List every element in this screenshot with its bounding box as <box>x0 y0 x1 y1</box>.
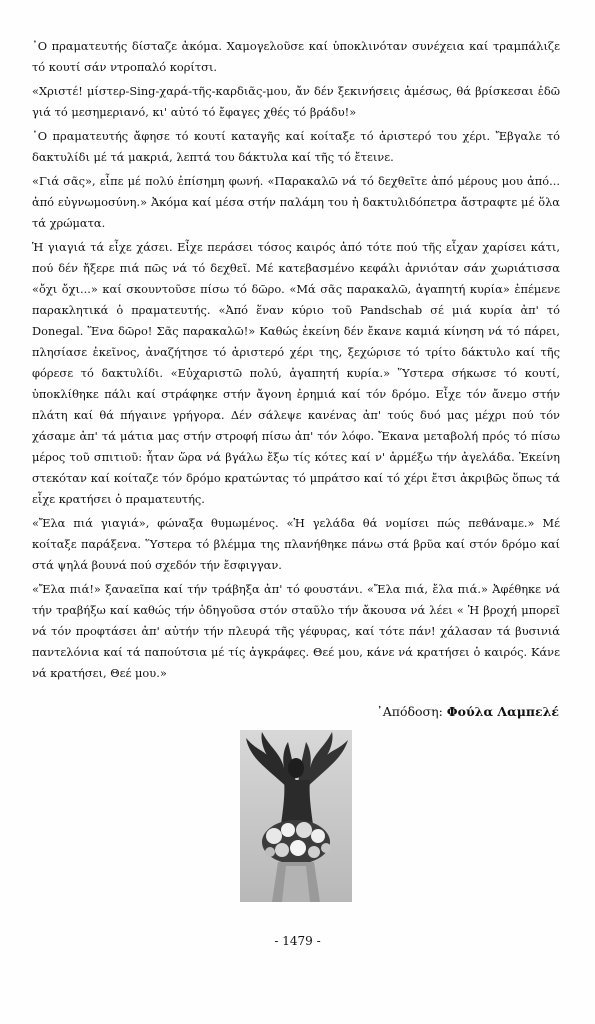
paragraph: «Γιά σᾶς», εἶπε μέ πολύ ἐπίσημη φωνή. «Παρακαλῶ νά τό δεχθεῖτε ἀπό μέρους μου ἀπό... ἀπό εὐγνωμοσύνη.» Ἀκόμα καί μέσα στήν παλάμη του ἡ δακτυλιδόπετρα ἄστραφτε μέ ὅλα τά χρώματα. <box>32 174 560 230</box>
paragraph: Ἡ γιαγιά τά εἶχε χάσει. Εἶχε περάσει τόσος καιρός ἀπό τότε πού τῆς εἶχαν χαρίσει κάτι, πού δέν ἤξερε πιά πῶς νά τό δεχθεῖ. Μέ κατεβασμένο κεφάλι ἀρνιόταν σάν χωριάτισσα «ὄχι ὄχι...» καί σκουντοῦσε πίσω τό δῶρο. «Μά σᾶς παρακαλῶ, ἀγαπητή κυρία» ἐπέμενε παρακλητικά ὁ πραματευτής. «Ἀπό ἕναν κύριο τοῦ Pandschab σέ μιά κυρία ἀπ' τό Donegal. Ἕνα δῶρο! Σᾶς παρακαλῶ!» Καθώς ἐκείνη δέν ἔκανε καμιά κίνηση νά τό πάρει, πλησίασε ἐκεῖνος, ἀναζήτησε τό ἀριστερό χέρι της, ξεχώρισε τό τρίτο δάκτυλο καί τῆς φόρεσε τό δακτυλίδι. «Εὐχαριστῶ πολύ, ἀγαπητή κυρία.» Ὕστερα σήκωσε τό κουτί, ὑποκλίθηκε πάλι καί στράφηκε στήν ἄγονη ἐρημιά καί τόν δρόμο. Εἶχε τόν ἄνεμο στήν πλάτη καί θά πήγαινε γρήγορα. Δέν σάλεψε κανένας ἀπ' τούς δυό μας μέχρι πού τόν χάσαμε ἀπ' τά μάτια μας στήν στροφή πίσω ἀπ' τόν λόφο. Ἔκανα μεταβολή πρός τό πίσω μέρος τοῦ σπιτιοῦ: ἦταν ὥρα νά βγάλω ἔξω τίς κότες καί ν' ἀρμέξω τήν ἀγελάδα. Ἐκείνη στεκόταν καί κοίταζε τόν δρόμο κρατώντας τό μπράτσο καί τό χέρι ἔτσι ἀκριβῶς ὅπως τά εἶχε κρατήσει ὁ πραματευτής. <box>32 240 560 506</box>
paragraph: «Ἔλα πιά γιαγιά», φώναξα θυμωμένος. «Ἡ γελάδα θά νομίσει πώς πεθάναμε.» Μέ κοίταξε παράξενα. Ὕστερα τό βλέμμα της πλανήθηκε πάνω στά βρῦα καί στόν δρόμο καί στά ψηλά βουνά πού σχεδόν τήν ἔσφιγγαν. <box>32 516 560 572</box>
winged-sculpture-photo <box>240 730 352 902</box>
translation-label: ᾿Απόδοση: <box>376 704 443 719</box>
paragraph: ᾿Ο πραματευτής ἄφησε τό κουτί καταγῆς καί κοίταξε τό ἀριστερό του χέρι. Ἔβγαλε τό δακτυλίδι μέ τά μακριά, λεπτά του δάκτυλα καί τῆς τό ἔτεινε. <box>32 129 560 164</box>
paragraph: «Χριστέ! μίστερ-Sing-χαρά-τῆς-καρδιᾶς-μου, ἄν δέν ξεκινήσεις ἀμέσως, θά βρίσκεσαι ἐδῶ γιά τό μεσημεριανό, κι' αὐτό τό ἔφαγες χθές τό βράδυ!» <box>32 84 560 119</box>
translation-credit <box>376 704 559 719</box>
paragraph: ᾿Ο πραματευτής δίσταζε ἀκόμα. Χαμογελοῦσε καί ὑποκλινόταν συνέχεια καί τραμπάλιζε τό κουτί σάν ντροπαλό κορίτσι. <box>32 39 560 74</box>
page-number: - 1479 - <box>274 934 321 948</box>
translator-name: Φούλα Λαμπελέ <box>446 704 559 719</box>
story-text <box>32 36 560 687</box>
paragraph: «Ἔλα πιά!» ξαναεῖπα καί τήν τράβηξα ἀπ' τό φουστάνι. «Ἔλα πιά, ἔλα πιά.» Ἀφέθηκε νά τήν τραβήξω καί καθώς τήν ὁδηγοῦσα στόν σταῦλο τήν ἄκουσα νά λέει « Ἡ βροχή μπορεῖ νά τόν προφτάσει ἀπ' αὐτήν τήν πλευρά τῆς γέφυρας, καί τότε πάν! χάλασαν τά βυσινιά παντελόνια καί τά παπούτσια μέ τίς ἀγκράφες. Θεέ μου, κάνε νά κρατήσει ὁ καιρός. Κάνε νά κρατήσει, Θεέ μου.» <box>32 582 560 680</box>
